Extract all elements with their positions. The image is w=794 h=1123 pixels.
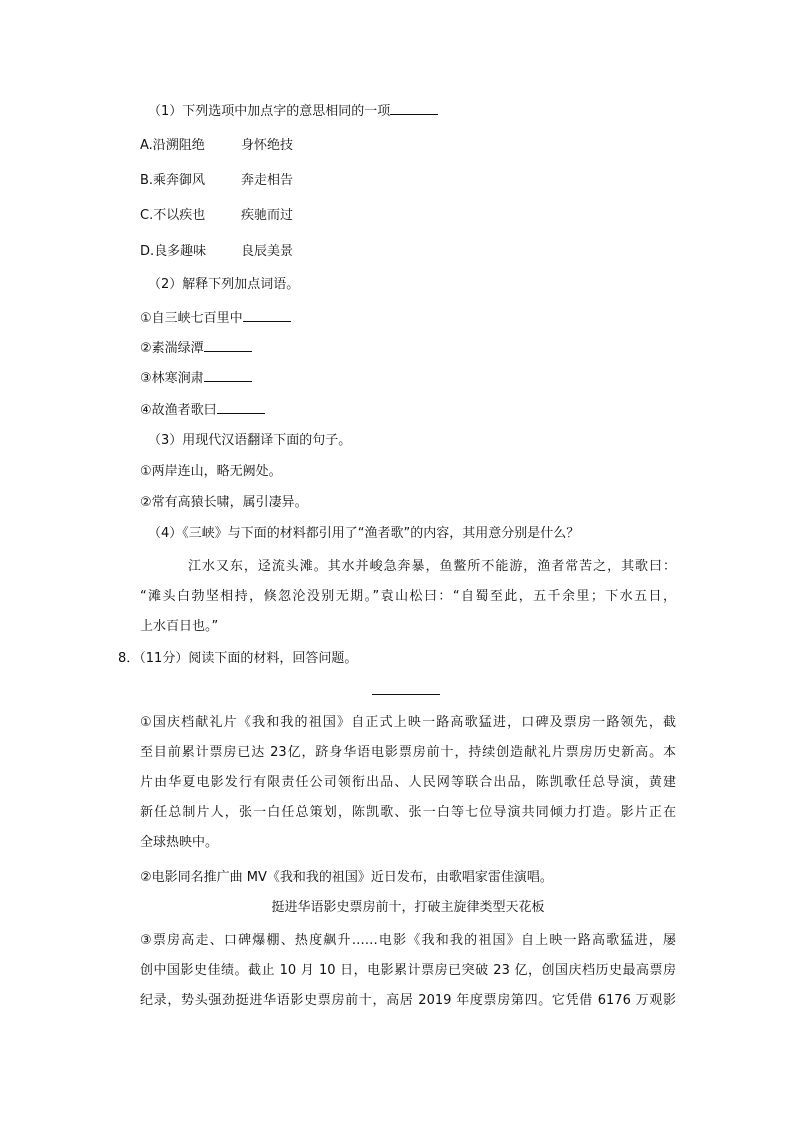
q4-material-line-2: “滩头白勃坚相持，倏忽沦没别无期。”袁山松曰：“自蜀至此，五千余里；下水五日， — [140, 589, 676, 604]
q1-option-c-label: C.不以疾也 — [140, 208, 206, 223]
q1-option-c-pair: 疾驰而过 — [241, 208, 294, 223]
q3-item-2: ②常有高猿长啸，属引凄异。 — [140, 495, 308, 510]
q8-p1-line-3: 片由华夏电影发行有限责任公司领衔出品、人民网等联合出品，陈凯歌任总导演，黄建 — [140, 775, 676, 790]
q1-prompt-line — [148, 102, 438, 121]
q1-option-d-label: D.良多趣味 — [140, 244, 207, 259]
q1-option-b — [140, 172, 294, 190]
q8-p1-line-5: 全球热映中。 — [140, 835, 219, 850]
q1-prompt: （1）下列选项中加点字的意思相同的一项 — [148, 104, 391, 119]
q2-item-1-text: ①自三峡七百里中 — [140, 311, 243, 326]
q2-item-2-blank — [204, 339, 252, 352]
title-blank-divider — [372, 694, 440, 695]
q1-answer-blank — [390, 102, 438, 115]
q8-p1-line-2: 至目前累计票房已达 23亿，跻身华语电影票房前十，持续创造献礼片票房历史新高。本 — [140, 745, 676, 760]
q2-item-3 — [140, 369, 252, 388]
q8-subtitle: 挺进华语影史票房前十，打破主旋律类型天花板 — [271, 900, 545, 915]
q1-option-a-pair: 身怀绝技 — [241, 138, 294, 153]
q1-option-c — [140, 207, 294, 225]
q1-option-a — [140, 137, 294, 155]
q2-prompt: （2）解释下列加点词语。 — [148, 277, 300, 292]
q2-item-1 — [140, 309, 291, 328]
q2-item-2-text: ②素湍绿潭 — [140, 341, 204, 356]
q2-item-4-text: ④故渔者歌曰 — [140, 403, 217, 418]
q4-material-line-1: 江水又东，迳流头滩。其水并峻急奔暴，鱼鳖所不能游，渔者常苦之，其歌曰： — [188, 559, 676, 574]
q3-item-1: ①两岸连山，略无阙处。 — [140, 464, 282, 479]
q4-prompt: （4）《三峡》与下面的材料都引用了“渔者歌”的内容，其用意分别是什么？ — [148, 526, 580, 541]
q8-p3-line-2: 创中国影史佳绩。截止 10 月 10 日，电影累计票房已突破 23 亿，创国庆档历史最高票房 — [140, 963, 676, 978]
q8-p3-line-1: ③票房高走、口碑爆棚、热度飙升……电影《我和我的祖国》自上映一路高歌猛进，屡 — [140, 933, 676, 948]
q1-option-b-pair: 奔走相告 — [241, 173, 294, 188]
q8-p3-line-3: 纪录，势头强劲挺进华语影史票房前十，高居 2019 年度票房第四。它凭借 6176 万观影 — [140, 993, 676, 1008]
q3-prompt: （3）用现代汉语翻译下面的句子。 — [148, 433, 352, 448]
q8-heading: 8．（11分）阅读下面的材料，回答问题。 — [118, 651, 358, 666]
q8-p1-line-1: ①国庆档献礼片《我和我的祖国》自正式上映一路高歌猛进，口碑及票房一路领先，截 — [140, 715, 676, 730]
q2-item-3-blank — [204, 369, 252, 382]
q1-option-d — [140, 243, 294, 261]
q8-p1-line-4: 新任总制片人，张一白任总策划，陈凯歌、张一白等七位导演共同倾力打造。影片正在 — [140, 805, 676, 820]
q2-item-3-text: ③林寒涧肃 — [140, 371, 204, 386]
q4-material-line-3: 上水百日也。” — [140, 619, 219, 634]
q8-p2: ②电影同名推广曲 MV《我和我的祖国》近日发布，由歌唱家雷佳演唱。 — [140, 870, 553, 885]
q2-item-2 — [140, 339, 252, 358]
q1-option-b-label: B.乘奔御风 — [140, 173, 206, 188]
q2-item-4-blank — [217, 401, 265, 414]
q2-item-1-blank — [243, 309, 291, 322]
q1-option-a-label: A.沿溯阻绝 — [140, 138, 205, 153]
q1-option-d-pair: 良辰美景 — [241, 244, 294, 259]
q2-item-4 — [140, 401, 265, 420]
